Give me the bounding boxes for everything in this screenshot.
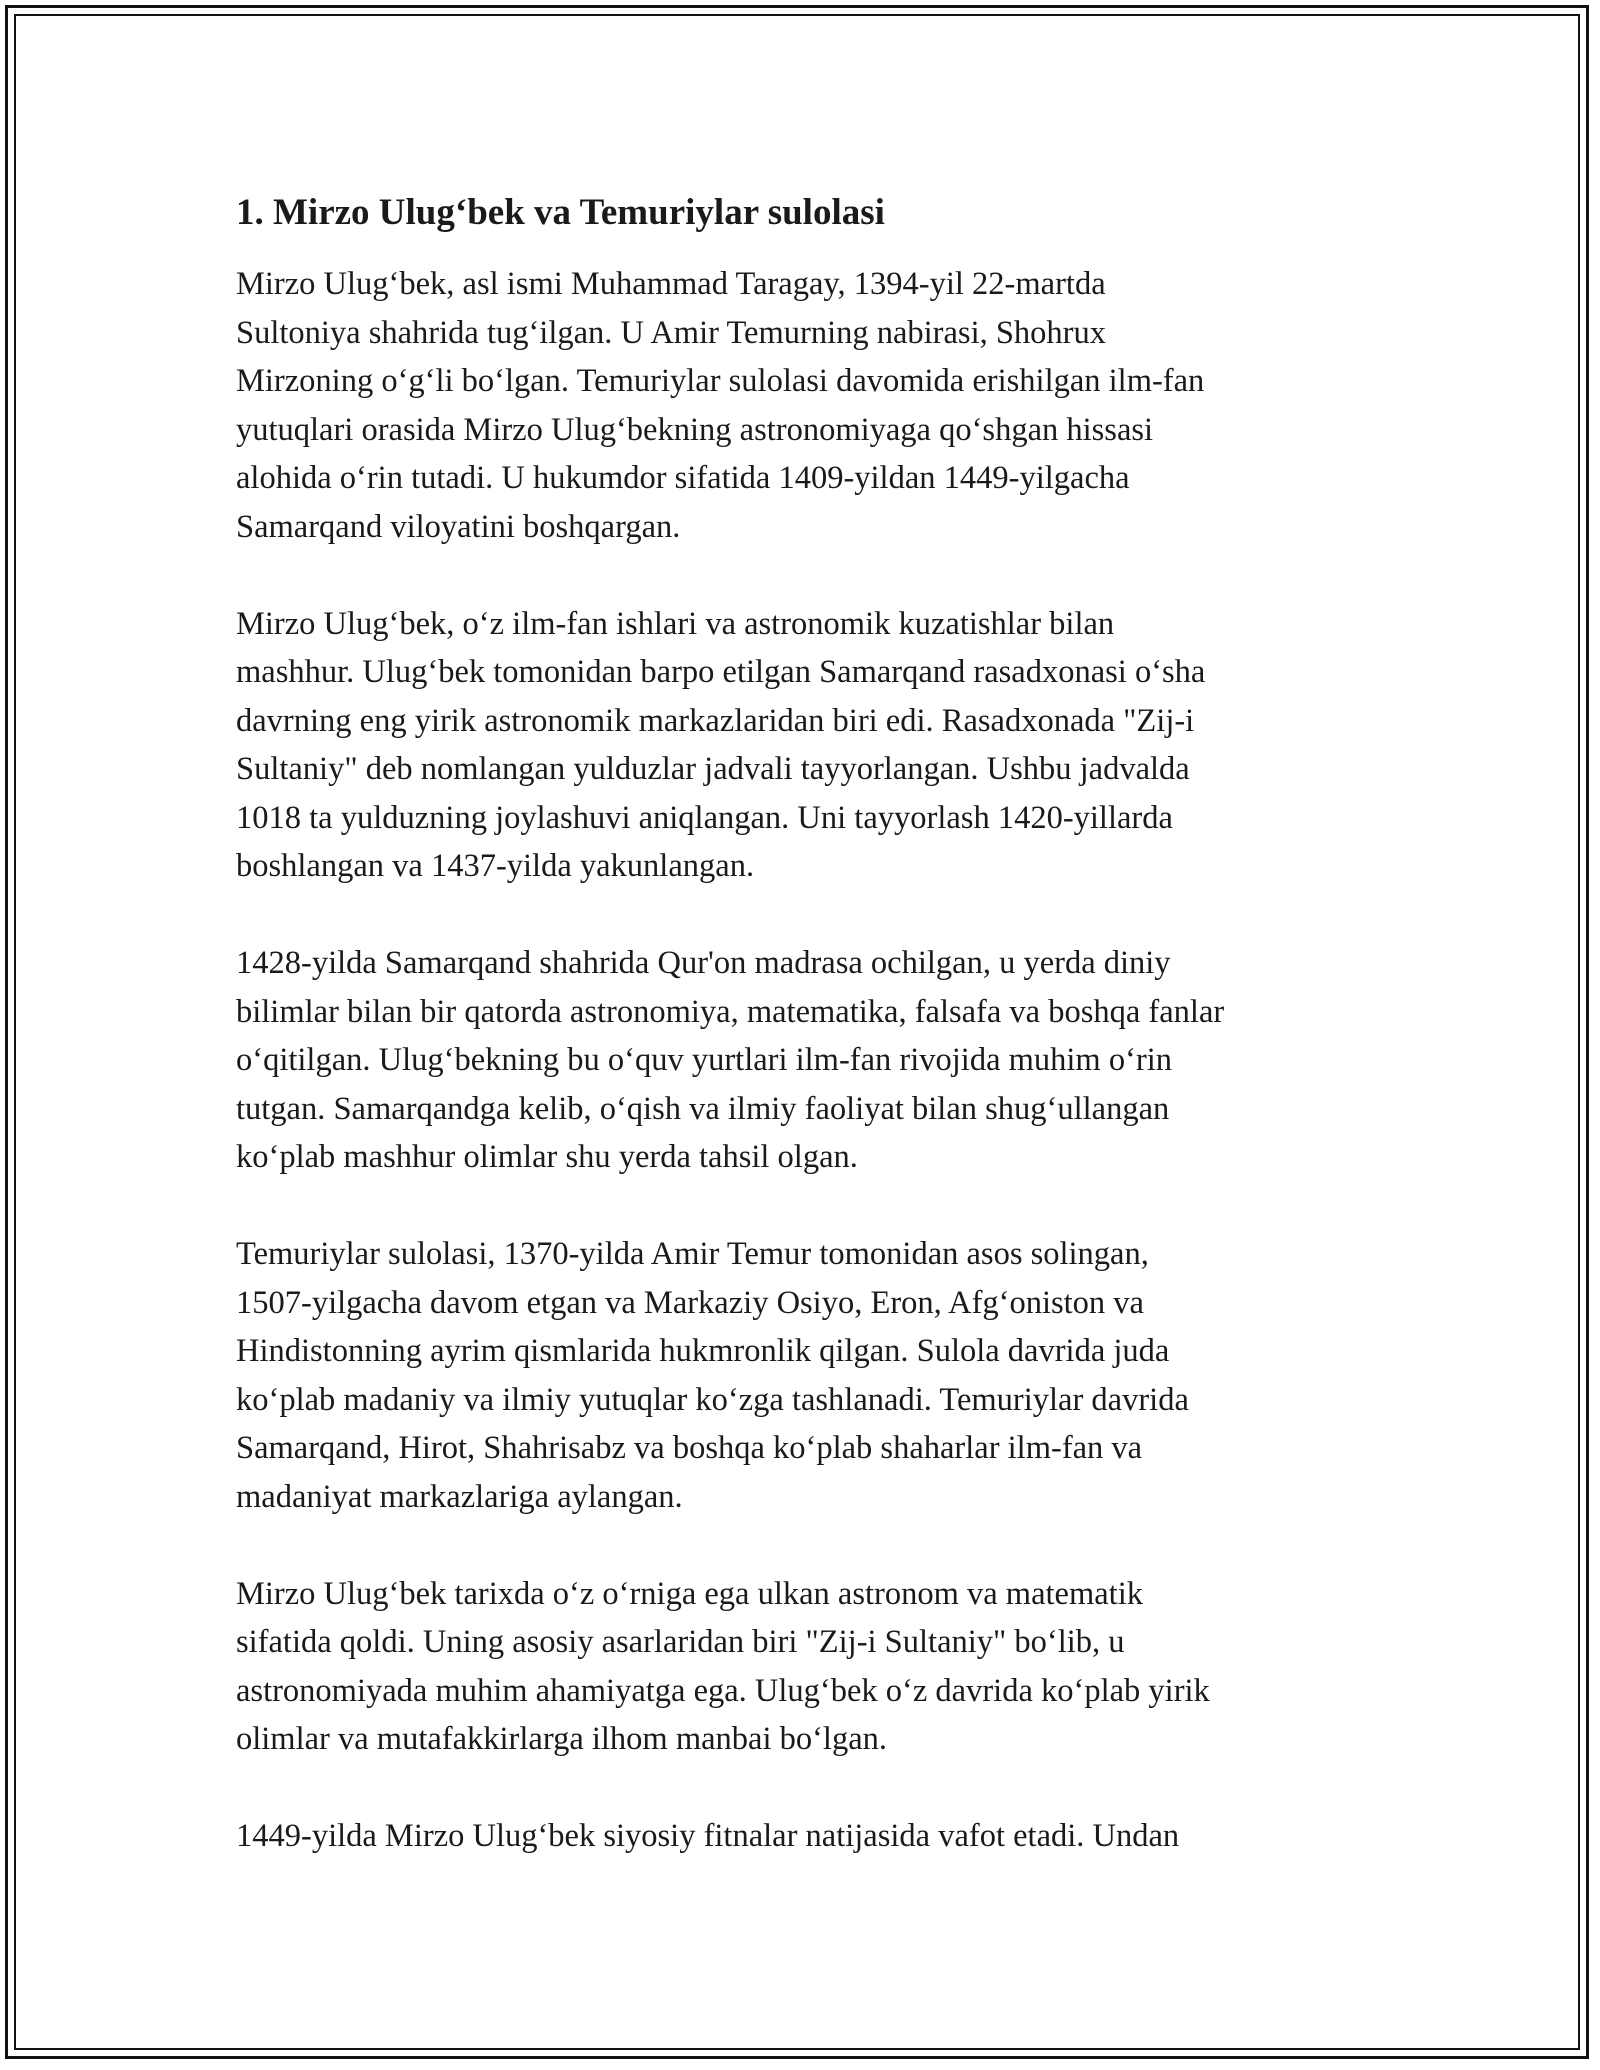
text-line: astronomiyada muhim ahamiyatga ega. Ulug‘bek o‘z davrida ko‘plab yirik	[236, 1672, 1210, 1709]
text-line: Mirzo Ulug‘bek, o‘z ilm-fan ishlari va astronomik kuzatishlar bilan	[236, 605, 1115, 642]
text-line: davrning eng yirik astronomik markazlaridan biri edi. Rasadxonada "Zij-i	[236, 702, 1195, 739]
text-line: Samarqand viloyatini boshqargan.	[236, 508, 681, 545]
text-line: 1449-yilda Mirzo Ulug‘bek siyosiy fitnalar natijasida vafot etadi. Undan	[236, 1818, 1180, 1854]
text-line: Samarqand, Hirot, Shahrisabz va boshqa ko‘plab shaharlar ilm-fan va	[236, 1430, 1143, 1466]
text-line: Sultaniy" deb nomlangan yulduzlar jadvali tayyorlangan. Ushbu jadvalda	[236, 751, 1190, 787]
text-line: mashhur. Ulug‘bek tomonidan barpo etilgan Samarqand rasadxonasi o‘sha	[236, 654, 1206, 690]
text-line: Temuriylar sulolasi, 1370-yilda Amir Temur tomonidan asos solingan,	[236, 1236, 1149, 1272]
text-line: tutgan. Samarqandga kelib, o‘qish va ilmiy faoliyat bilan shug‘ullangan	[236, 1090, 1170, 1127]
text-line: Mirzo Ulug‘bek, asl ismi Muhammad Taragay, 1394-yil 22-martda	[236, 266, 1106, 302]
section-heading: 1. Mirzo Ulug‘bek va Temuriylar sulolasi	[236, 192, 885, 233]
document-body	[236, 188, 1366, 1909]
text-line: 1428-yilda Samarqand shahrida Qur'on madrasa ochilgan, u yerda diniy	[236, 945, 1171, 981]
text-line: Mirzo Ulug‘bek tarixda o‘z o‘rniga ega ulkan astronom va matematik	[236, 1575, 1143, 1612]
text-line: sifatida qoldi. Uning asosiy asarlaridan biri "Zij-i Sultaniy" bo‘lib, u	[236, 1624, 1125, 1660]
text-line: Sultoniya shahrida tug‘ilgan. U Amir Temurning nabirasi, Shohrux	[236, 314, 1107, 351]
text-line: o‘qitilgan. Ulug‘bekning bu o‘quv yurtlari ilm-fan rivojida muhim o‘rin	[236, 1042, 1173, 1078]
text-line: alohida o‘rin tutadi. U hukumdor sifatida 1409-yildan 1449-yilgacha	[236, 460, 1130, 496]
text-line: olimlar va mutafakkirlarga ilhom manbai bo‘lgan.	[236, 1721, 888, 1757]
paragraph-3	[236, 939, 1366, 1182]
text-line: ko‘plab mashhur olimlar shu yerda tahsil olgan.	[236, 1139, 858, 1175]
text-line: Mirzoning o‘g‘li bo‘lgan. Temuriylar sulolasi davomida erishilgan ilm-fan	[236, 363, 1205, 399]
paragraph-5	[236, 1570, 1366, 1764]
text-line: ko‘plab madaniy va ilmiy yutuqlar ko‘zga tashlanadi. Temuriylar davrida	[236, 1381, 1189, 1418]
text-line: 1507-yilgacha davom etgan va Markaziy Osiyo, Eron, Afg‘oniston va	[236, 1284, 1144, 1321]
text-line: madaniyat markazlariga aylangan.	[236, 1478, 683, 1515]
paragraph-4	[236, 1230, 1366, 1521]
text-line: 1018 ta yulduzning joylashuvi aniqlangan. Uni tayyorlash 1420-yillarda	[236, 799, 1173, 836]
text-line: yutuqlari orasida Mirzo Ulug‘bekning astronomiyaga qo‘shgan hissasi	[236, 411, 1154, 448]
text-line: boshlangan va 1437-yilda yakunlangan.	[236, 848, 755, 884]
text-line: bilimlar bilan bir qatorda astronomiya, matematika, falsafa va boshqa fanlar	[236, 993, 1225, 1030]
paragraph-2	[236, 600, 1366, 891]
paragraph-1	[236, 260, 1366, 551]
paragraph-6	[236, 1812, 1366, 1861]
text-line: Hindistonning ayrim qismlarida hukmronlik qilgan. Sulola davrida juda	[236, 1333, 1170, 1369]
